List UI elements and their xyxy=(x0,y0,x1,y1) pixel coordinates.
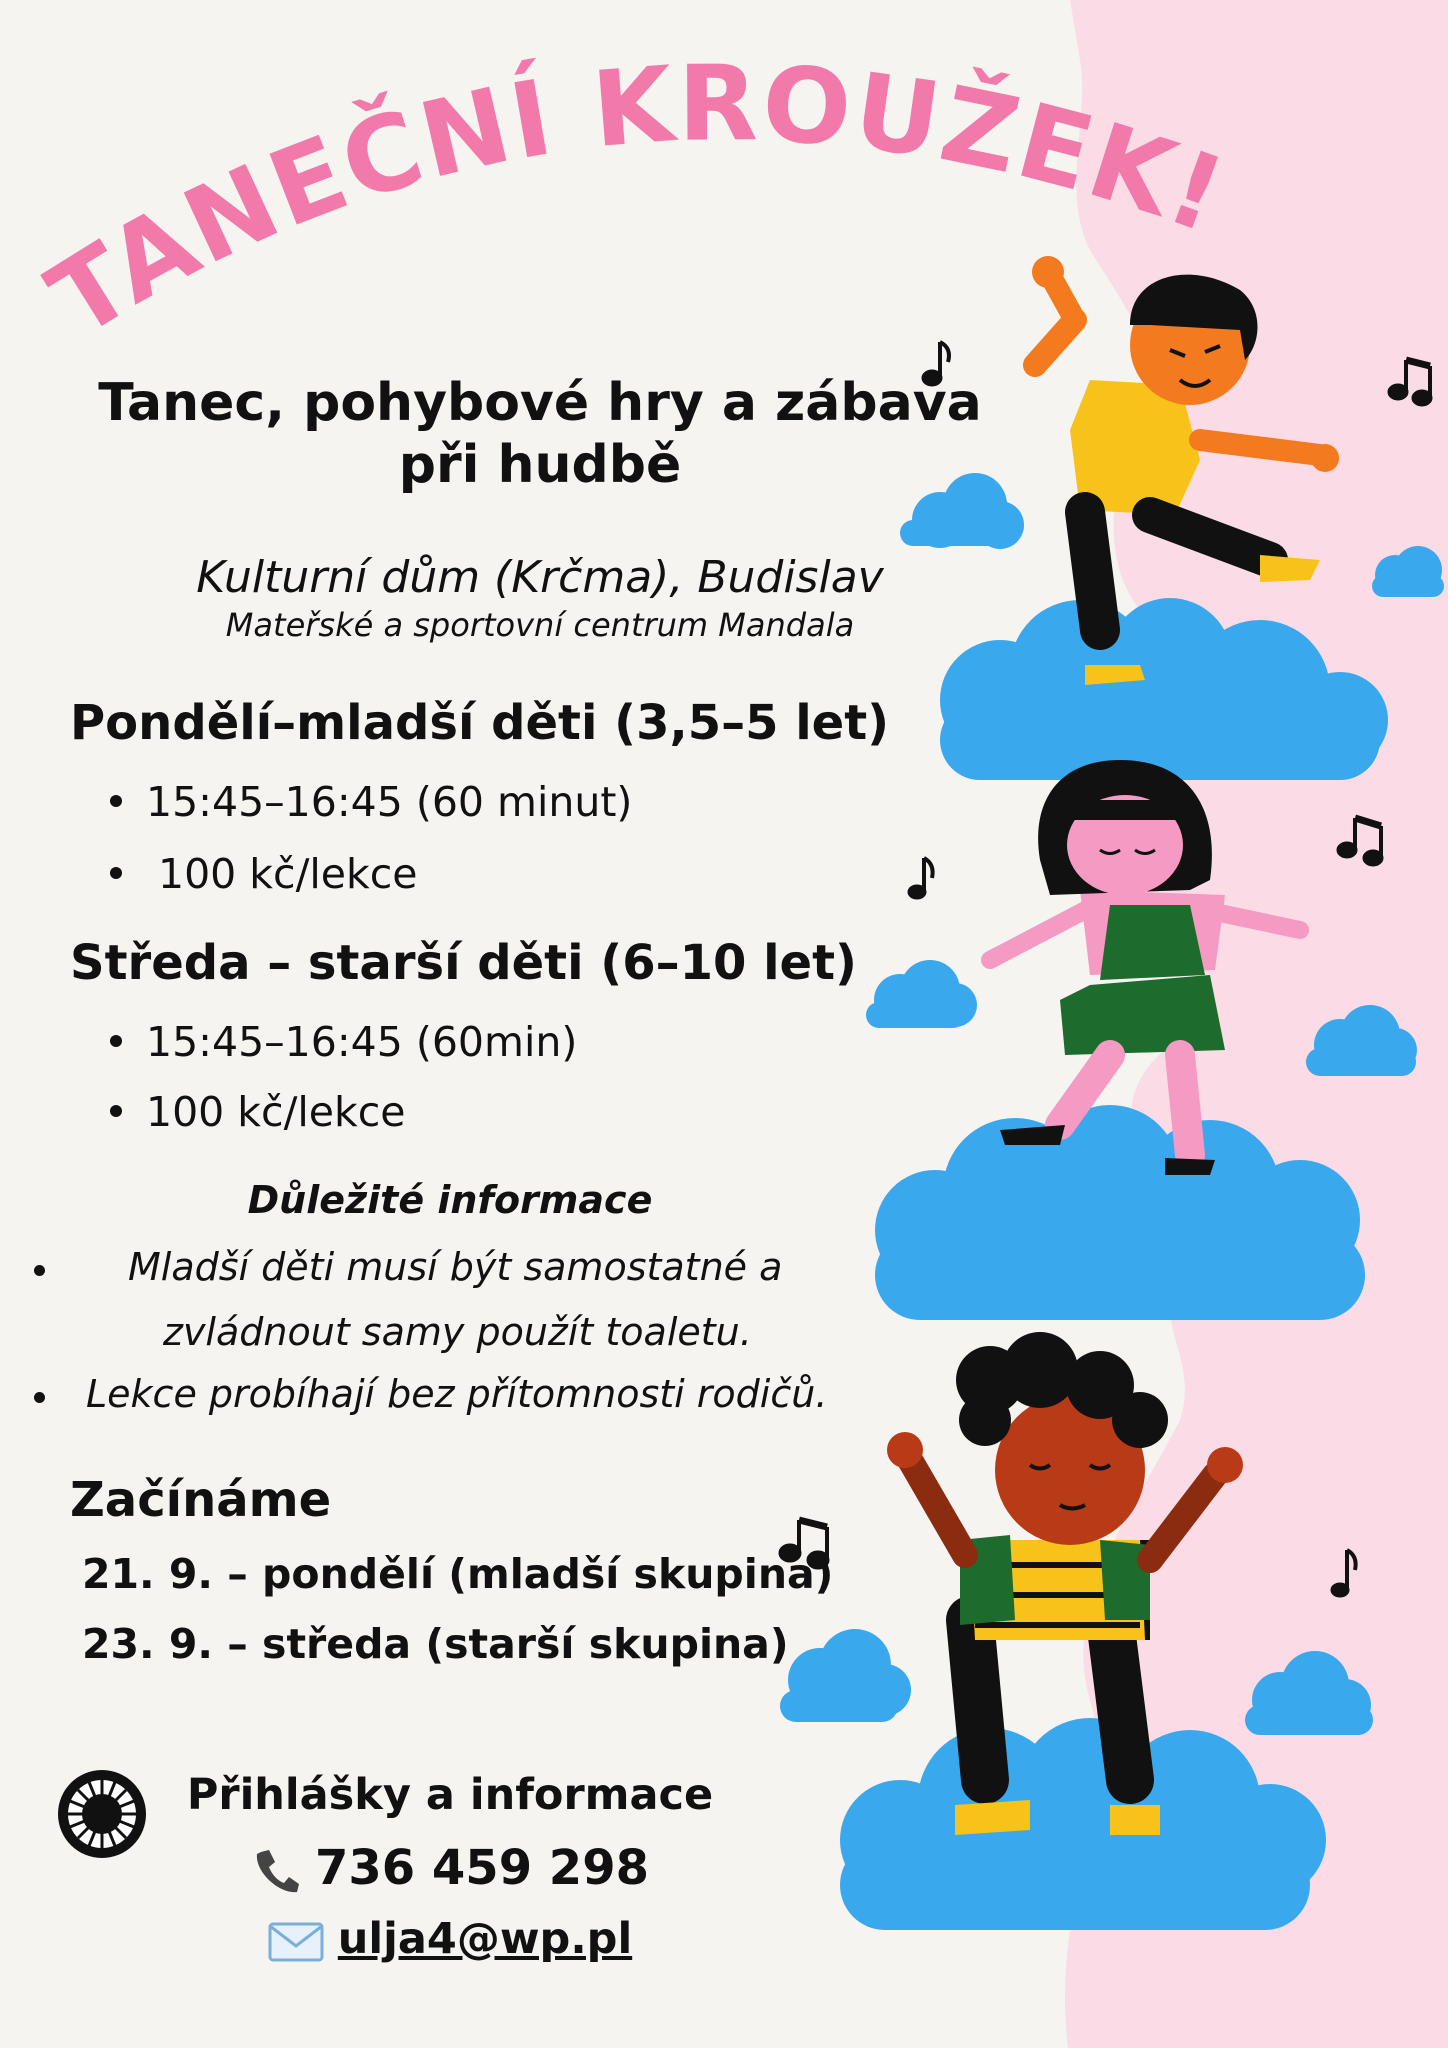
group-heading-wednesday: Středa – starší děti (6–10 let) xyxy=(70,935,857,991)
important-heading: Důležité informace xyxy=(247,1178,653,1222)
email-link[interactable]: ulja4@wp.pl xyxy=(337,1914,633,1964)
list-item xyxy=(110,1088,406,1136)
group-heading-monday: Pondělí–mladší děti (3,5–5 let) xyxy=(70,695,890,751)
kid-girl-illustration xyxy=(990,760,1300,1175)
list-item-text: 15:45–16:45 (60min) xyxy=(146,1018,578,1066)
music-note-icon xyxy=(1337,818,1383,866)
cloud-big-3 xyxy=(840,1718,1326,1930)
start-date-1: 21. 9. – pondělí (mladší skupina) xyxy=(82,1550,834,1598)
sun-logo-icon xyxy=(56,1768,148,1860)
page-title-text: TANEČNÍ KROUŽEK! xyxy=(28,42,1241,361)
list-item-text: 15:45–16:45 (60 minut) xyxy=(146,778,633,826)
important-item-1-line-1: Mladší děti musí být samostatné a xyxy=(128,1245,783,1289)
cloud-small-2 xyxy=(1372,546,1444,597)
start-heading: Začínáme xyxy=(70,1472,332,1528)
cloud-small-4 xyxy=(1306,1005,1417,1076)
bullet xyxy=(34,1392,45,1403)
list-item xyxy=(110,1018,577,1066)
cloud-big-2 xyxy=(875,1105,1365,1320)
envelope-icon xyxy=(268,1922,324,1962)
contact-heading: Přihlášky a informace xyxy=(186,1770,714,1820)
important-item-1-line-2: zvládnout samy použít toaletu. xyxy=(163,1310,752,1354)
page-title xyxy=(29,42,1241,361)
music-note-icon xyxy=(908,858,933,899)
start-date-2: 23. 9. – středa (starší skupina) xyxy=(82,1620,789,1668)
bullet xyxy=(110,867,122,879)
list-item-text: 100 kč/lekce xyxy=(158,850,418,898)
cloud-small-6 xyxy=(1245,1651,1373,1735)
bullet xyxy=(110,1105,122,1117)
contact-phone[interactable] xyxy=(150,1840,750,1896)
phone-number[interactable]: 736 459 298 xyxy=(314,1840,649,1896)
list-item xyxy=(110,850,418,898)
list-item-text: 100 kč/lekce xyxy=(146,1088,406,1136)
cloud-small-5 xyxy=(780,1629,911,1722)
contact-email[interactable] xyxy=(150,1914,750,1964)
phone-icon xyxy=(251,1846,301,1896)
cloud-small-3 xyxy=(866,960,977,1028)
subtitle: Tanec, pohybové hry a zábava při hudbě xyxy=(98,373,982,495)
bullet xyxy=(110,1035,122,1047)
bullet xyxy=(34,1265,45,1276)
bullet xyxy=(110,795,122,807)
title-banner xyxy=(0,0,1448,420)
important-item-2: Lekce probíhají bez přítomnosti rodičů. xyxy=(86,1372,828,1416)
venue-name: Kulturní dům (Krčma), Budislav xyxy=(196,552,884,603)
music-note-icon xyxy=(1331,1550,1356,1597)
venue-organizer: Mateřské a sportovní centrum Mandala xyxy=(225,606,855,644)
list-item xyxy=(110,778,632,826)
